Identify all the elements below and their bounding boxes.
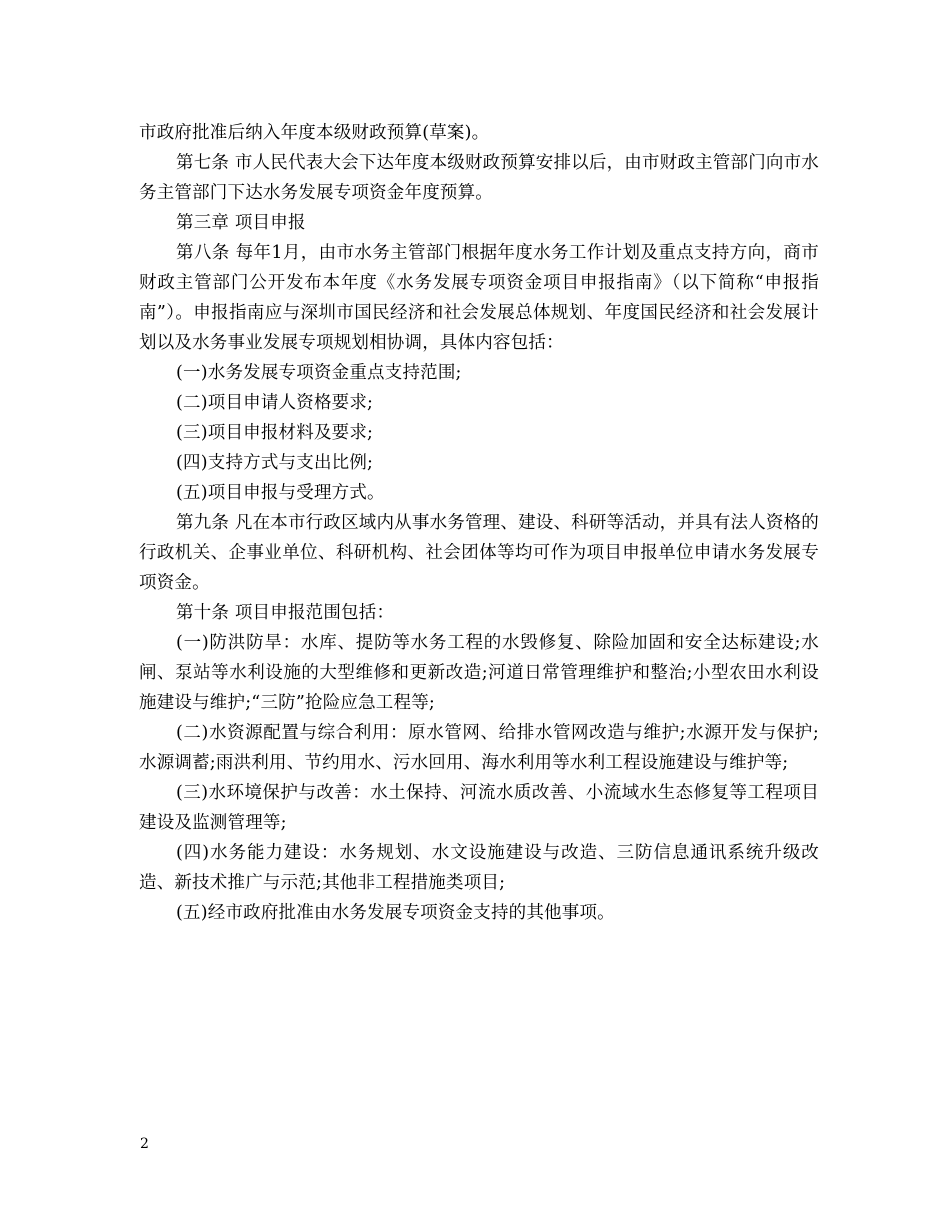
list-item: (五)经市政府批准由水务发展专项资金支持的其他事项。 [176, 903, 615, 923]
list-item: (三)项目申报材料及要求; [176, 423, 374, 443]
paragraph: 市政府批准后纳入年度本级财政预算(草案)。 [139, 123, 490, 143]
paragraph: 第九条 凡在本市行政区域内从事水务管理、建设、科研等活动，并具有法人资格的行政机关、企事业单位、科研机构、社会团体等均可作为项目申报单位申请水务发展专项资金。 [139, 513, 819, 593]
list-item: (一)水务发展专项资金重点支持范围; [176, 363, 462, 383]
chapter-heading: 第三章 项目申报 [176, 213, 306, 233]
paragraph: 第八条 每年1月，由市水务主管部门根据年度水务工作计划及重点支持方向，商市财政主管部门公开发布本年度《水务发展专项资金项目申报指南》（以下简称“申报指南”）。申报指南应与深圳市国民经济和社会发展总体规划、年度国民经济和社会发展计划以及水务事业发展专项规划相协调，具体内容包括： [139, 243, 819, 353]
page-number: 2 [140, 1136, 149, 1152]
list-item: (二)水资源配置与综合利用：原水管网、给排水管网改造与维护;水源开发与保护;水源调蓄;雨洪利用、节约用水、污水回用、海水利用等水利工程设施建设与维护等; [139, 723, 819, 773]
paragraph: 第七条 市人民代表大会下达年度本级财政预算安排以后，由市财政主管部门向市水务主管部门下达水务发展专项资金年度预算。 [139, 153, 819, 203]
list-item: (二)项目申请人资格要求; [176, 393, 374, 413]
list-item: (四)支持方式与支出比例; [176, 453, 374, 473]
list-item: (五)项目申报与受理方式。 [176, 483, 385, 503]
list-item: (一)防洪防旱：水库、提防等水务工程的水毁修复、除险加固和安全达标建设;水闸、泵站等水利设施的大型维修和更新改造;河道日常管理维护和整治;小型农田水利设施建设与维护;“三防”抢险应急工程等; [139, 633, 819, 713]
document-body [139, 118, 819, 928]
list-item: (三)水环境保护与改善：水土保持、河流水质改善、小流域水生态修复等工程项目建设及监测管理等; [139, 783, 819, 833]
paragraph: 第十条 项目申报范围包括： [176, 603, 395, 623]
list-item: (四)水务能力建设：水务规划、水文设施建设与改造、三防信息通讯系统升级改造、新技术推广与示范;其他非工程措施类项目; [139, 843, 819, 893]
